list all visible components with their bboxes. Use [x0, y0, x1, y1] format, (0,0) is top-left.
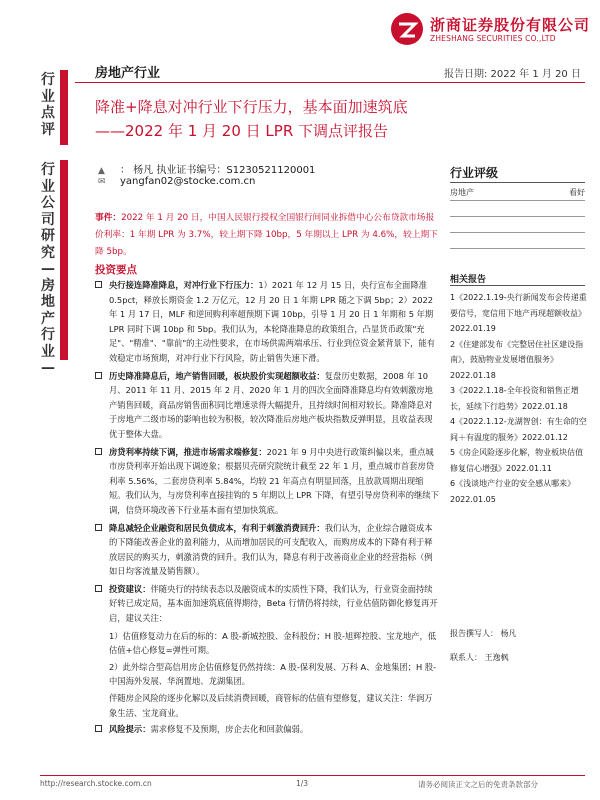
related-report-item[interactable]: 5《房企风险逐步化解，物业板块估值修复信心增强》2022.01.11	[450, 448, 584, 473]
footer-divider	[40, 775, 585, 776]
related-report-item[interactable]: 2《住建部发布《完整居住社区建设指南》，鼓励物业发展增值服务》2022.01.18	[450, 339, 584, 380]
rating-title: 行业评级	[450, 166, 499, 180]
email-icon: ✉	[98, 177, 106, 187]
header-divider	[75, 82, 585, 83]
related-report-item[interactable]: 6《浅谈地产行业的安全感从哪来》2022.01.05	[450, 479, 576, 504]
company-name-cn: 浙商证券股份有限公司	[430, 16, 591, 34]
event-label: 事件：	[95, 213, 122, 223]
highlight-heading: 投资建议：	[109, 583, 151, 594]
event-text: 2022 年 1 月 20 日，中国人民银行授权全国银行间同业拆借中心公布贷款市场报价利率：1 年期 LPR 为 3.7%，较上期下降 10bp，5 年期以上 LPR 为 4.6%，较上期下降 5bp。	[95, 213, 438, 257]
page-title: 降准+降息对冲行业下行压力，基本面加速筑底	[95, 98, 408, 116]
checkbox-icon	[95, 372, 102, 379]
related-report-item[interactable]: 3《2022.1.18-全年投资和销售正增长，延续下行趋势》2022.01.18	[450, 386, 579, 411]
checkbox-icon	[95, 448, 102, 455]
footer-disclaimer: 请务必阅读正文之后的免责条款部分	[418, 780, 538, 789]
company-name-en: ZHESHANG SECURITIES CO.,LTD	[430, 34, 556, 43]
related-reports-title: 相关报告	[450, 275, 487, 285]
rating-value: 看好	[569, 188, 585, 197]
person-icon: ▲	[98, 166, 105, 176]
checkbox-icon	[95, 524, 102, 531]
author-line	[98, 161, 315, 176]
checkbox-icon	[95, 281, 102, 288]
company-logo-icon	[390, 12, 424, 46]
highlight-item	[95, 521, 440, 579]
side-label-bottom: 行业公司研究—房地产行业—	[41, 162, 55, 376]
highlight-item	[95, 445, 440, 518]
sub-point: 伴随房企风险的逐步化解以及后续消费回暖，商管标的估值有望修复，建议关注：华润万象生活、宝龙商业。	[109, 693, 433, 718]
risk-heading: 风险提示：	[109, 724, 151, 735]
rating-rule	[450, 200, 585, 201]
highlight-item	[95, 278, 440, 366]
checkbox-icon	[95, 585, 102, 592]
side-label-top: 行业点评	[41, 72, 55, 138]
sector-label: 房地产行业	[95, 66, 161, 81]
rating-row	[450, 187, 585, 198]
highlights-list	[95, 278, 440, 740]
event-paragraph	[95, 210, 440, 261]
page-subtitle: ——2022 年 1 月 20 日 LPR 下调点评报告	[95, 122, 389, 140]
company-logo	[390, 10, 590, 48]
related-reports-list	[450, 290, 588, 507]
highlight-text: 伴随央行的持续表态以及融资成本的实质性下降，我们认为，行业资金面持续好转已成定局，基本面加速筑底值得期待，Beta 行情仍将持续，行业估值防御化修复再开启，建议关注：	[109, 583, 438, 624]
author-email[interactable]: yangfan02@stocke.com.cn	[120, 176, 256, 187]
highlight-heading: 央行接连降准降息，对冲行业下行压力：	[109, 280, 259, 290]
rating-rule	[450, 248, 585, 249]
page-number: 1/3	[296, 779, 309, 788]
report-date: 报告日期: 2022 年 1 月 20 日	[444, 69, 581, 80]
side-bar-top	[60, 70, 68, 145]
checkbox-icon	[95, 725, 102, 732]
rating-divider	[450, 182, 585, 183]
related-report-item[interactable]: 1《2022.1.19-央行新闻发布会传递重要信号，宽信用下地产再现超额收益》2022.01.19	[450, 293, 587, 333]
related-divider	[450, 285, 585, 286]
author-email-line	[98, 176, 255, 187]
highlight-text: 复盘历史数据，2008 年 10 月、2011 年 11 月、2015 年 2 月、2020 年 1 月的四次全面降准降息均有效刺激房地产销售回暖，商品房销售面积同比增速录得大幅提升，且持续时间相对较长。降准降息对于房地产二级市场的影响也较为积极，较次降准后房地产板块指数反弹明显，且收益表现优于整体大盘。	[109, 370, 433, 439]
contact-line: 联系人： 王逸枫	[450, 653, 509, 662]
author-name: ： 杨凡 执业证书编号：S1230521120001	[120, 165, 316, 176]
rating-rule	[450, 216, 585, 217]
rating-rule	[450, 232, 585, 233]
highlight-heading: 历史降准降息后，地产销售回暖，板块股价实现超额收益：	[109, 370, 325, 381]
sub-point: 1）估值修复动力在后的标的：A 股-新城控股、金科股份；H 股-旭辉控股、宝龙地产，低估值+信心修复=弹性可期。	[109, 630, 437, 656]
footer-url[interactable]: http://research.stocke.com.cn	[40, 779, 152, 788]
highlight-heading: 降息减轻企业融资和居民负债成本，有利于刺激消费回升：	[109, 522, 325, 533]
risk-text: 需求修复不及预期，房企去化和回款偏弱。	[150, 724, 309, 735]
risk-item	[95, 722, 440, 737]
sub-point: 2）此外综合型高信用房企估值修复仍然持续：A 股-保利发展、万科 A、金地集团；H 股-中国海外发展、华润置地、龙湖集团。	[109, 661, 437, 687]
highlight-text: 我们认为，企业综合融资成本的下降能改善企业的盈利能力，从而增加居民的可支配收入，而购房成本的下降有利于释放居民的购买力，刺激消费的回升。我们认为，降息有利于改善商业企业的经营指标（例如日均客流量及销售额）。	[109, 522, 433, 577]
side-bar-bottom	[60, 160, 68, 360]
highlight-text: 2021 年 9 月中央进行政策纠偏以来，重点城市房贷利率开始出现下调迹象；根据贝壳研究院统计截至 22 年 1 月，重点城市首套房贷利率 5.56%，二套房贷利率 5.84%，均较 21 年高点有明显回落，且放款周期出现缩短。我们认为，与房贷利率直接挂钩的 5 年期以上 LPR 下降，有望引导房贷利率的继续下调，信贷环境改善下行业基本面有望加快筑底。	[109, 446, 439, 515]
analyst-line: 报告撰写人： 杨凡	[450, 629, 517, 638]
rating-sector: 房地产	[450, 188, 474, 197]
related-report-item[interactable]: 4《2022.1.12-龙湖智创：有生命的空间＋有温度的服务》2022.01.12	[450, 417, 587, 442]
highlight-item	[95, 582, 440, 626]
highlight-item	[95, 369, 440, 442]
highlight-text: 1）2021 年 12 月 15 日，央行宣布全面降准 0.5pct，释放长期资金 1.2 万亿元，12 月 20 日 1 年期 LPR 随之下调 5bp；2）2022 年 1 月 17 日，MLF 和逆回购利率超预期下调 10bp，引导 1 月 20 日 1 年期和 5 年期 LPR 同时下调 10bp 和 5bp。我们认为，本轮降准降息的政策组合，凸显货币政策"充足"、"精准"、"靠前"的主动性要求，在市场供需两端承压、行业到位资金紧背景下，能有效稳定市场预期，对冲行业下行风险，防止销售失速下滑。	[109, 280, 436, 363]
highlights-title: 投资要点	[95, 264, 137, 276]
highlight-heading: 房贷利率持续下调，推进市场需求端修复：	[109, 446, 267, 457]
